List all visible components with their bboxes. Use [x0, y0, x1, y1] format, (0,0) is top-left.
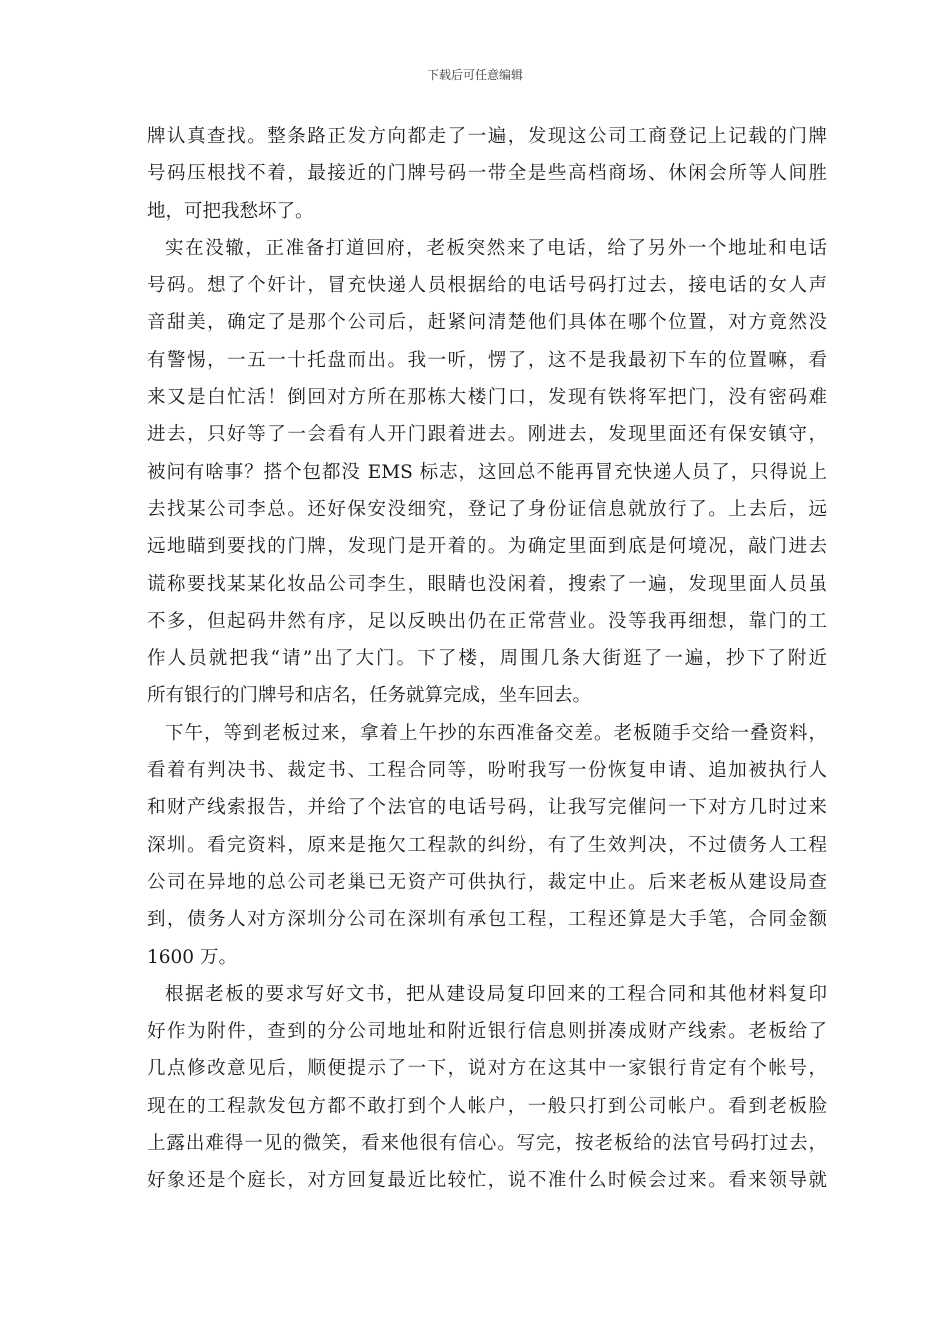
text-line: 公司在异地的总公司老巢已无资产可供执行，裁定中止。后来老板从建设局查: [147, 871, 827, 893]
text-line: 远地瞄到要找的门牌，发现门是开着的。为确定里面到底是何境况，敲门进去: [147, 536, 827, 558]
text-line: 有警惕，一五一十托盘而出。我一听，愣了，这不是我最初下车的位置嘛，看: [147, 349, 827, 371]
text-line: 号码。想了个奸计，冒充快递人员根据给的电话号码打过去，接电话的女人声: [147, 275, 827, 297]
text-line: 地，可把我愁坏了。: [147, 200, 314, 222]
text-line: 好作为附件，查到的分公司地址和附近银行信息则拼凑成财产线索。老板给了: [147, 1021, 827, 1043]
text-line: 去找某公司李总。还好保安没细究，登记了身份证信息就放行了。上去后，远: [147, 498, 827, 520]
text-line: 牌认真查找。整条路正发方向都走了一遍，发现这公司工商登记上记载的门牌: [147, 126, 827, 147]
text-line: 实在没辙，正准备打道回府，老板突然来了电话，给了另外一个地址和电话: [165, 237, 827, 259]
text-line: 下午，等到老板过来，拿着上午抄的东西准备交差。老板随手交给一叠资料，: [165, 722, 827, 744]
text-line: 音甜美，确定了是那个公司后，赶紧问清楚他们具体在哪个位置，对方竟然没: [147, 312, 827, 334]
text-line: 谎称要找某某化妆品公司李生，眼睛也没闲着，搜索了一遍，发现里面人员虽: [147, 573, 827, 595]
text-line: 和财产线索报告，并给了个法官的电话号码，让我写完催问一下对方几时过来: [147, 797, 827, 819]
text-line: 到，债务人对方深圳分公司在深圳有承包工程，工程还算是大手笔，合同金额: [147, 909, 827, 931]
document-body: [147, 118, 827, 1200]
text-line: 1600 万。: [147, 946, 237, 968]
text-line: 来又是白忙活！倒回对方所在那栋大楼门口，发现有铁将军把门，没有密码难: [147, 387, 827, 409]
text-line: 不多，但起码井然有序，足以反映出仍在正常营业。没等我再细想，靠门的工: [147, 610, 827, 632]
text-line: 好象还是个庭长，对方回复最近比较忙，说不准什么时候会过来。看来领导就: [147, 1170, 827, 1192]
text-line: 进去，只好等了一会看有人开门跟着进去。刚进去，发现里面还有保安镇守，: [147, 424, 827, 446]
text-line: 被问有啥事？搭个包都没 EMS 标志，这回总不能再冒充快递人员了，只得说上: [147, 461, 827, 483]
text-line: 深圳。看完资料，原来是拖欠工程款的纠纷，有了生效判决，不过债务人工程: [147, 834, 827, 856]
text-line: 作人员就把我“请”出了大门。下了楼，周围几条大街逛了一遍，抄下了附近: [147, 648, 827, 670]
text-line: 看着有判决书、裁定书、工程合同等，吩咐我写一份恢复申请、追加被执行人: [147, 760, 827, 782]
text-line: 现在的工程款发包方都不敢打到个人帐户，一般只打到公司帐户。看到老板脸: [147, 1095, 827, 1117]
page-header: 下载后可任意编辑: [426, 68, 523, 82]
text-line: 所有银行的门牌号和店名，任务就算完成，坐车回去。: [147, 685, 592, 707]
text-line: 几点修改意见后，顺便提示了一下，说对方在这其中一家银行肯定有个帐号，: [147, 1058, 827, 1080]
text-line: 根据老板的要求写好文书，把从建设局复印回来的工程合同和其他材料复印: [165, 983, 827, 1005]
text-line: 号码压根找不着，最接近的门牌号码一带全是些高档商场、休闲会所等人间胜: [147, 163, 827, 185]
text-line: 上露出难得一见的微笑，看来他很有信心。写完，按老板给的法官号码打过去，: [147, 1133, 827, 1155]
